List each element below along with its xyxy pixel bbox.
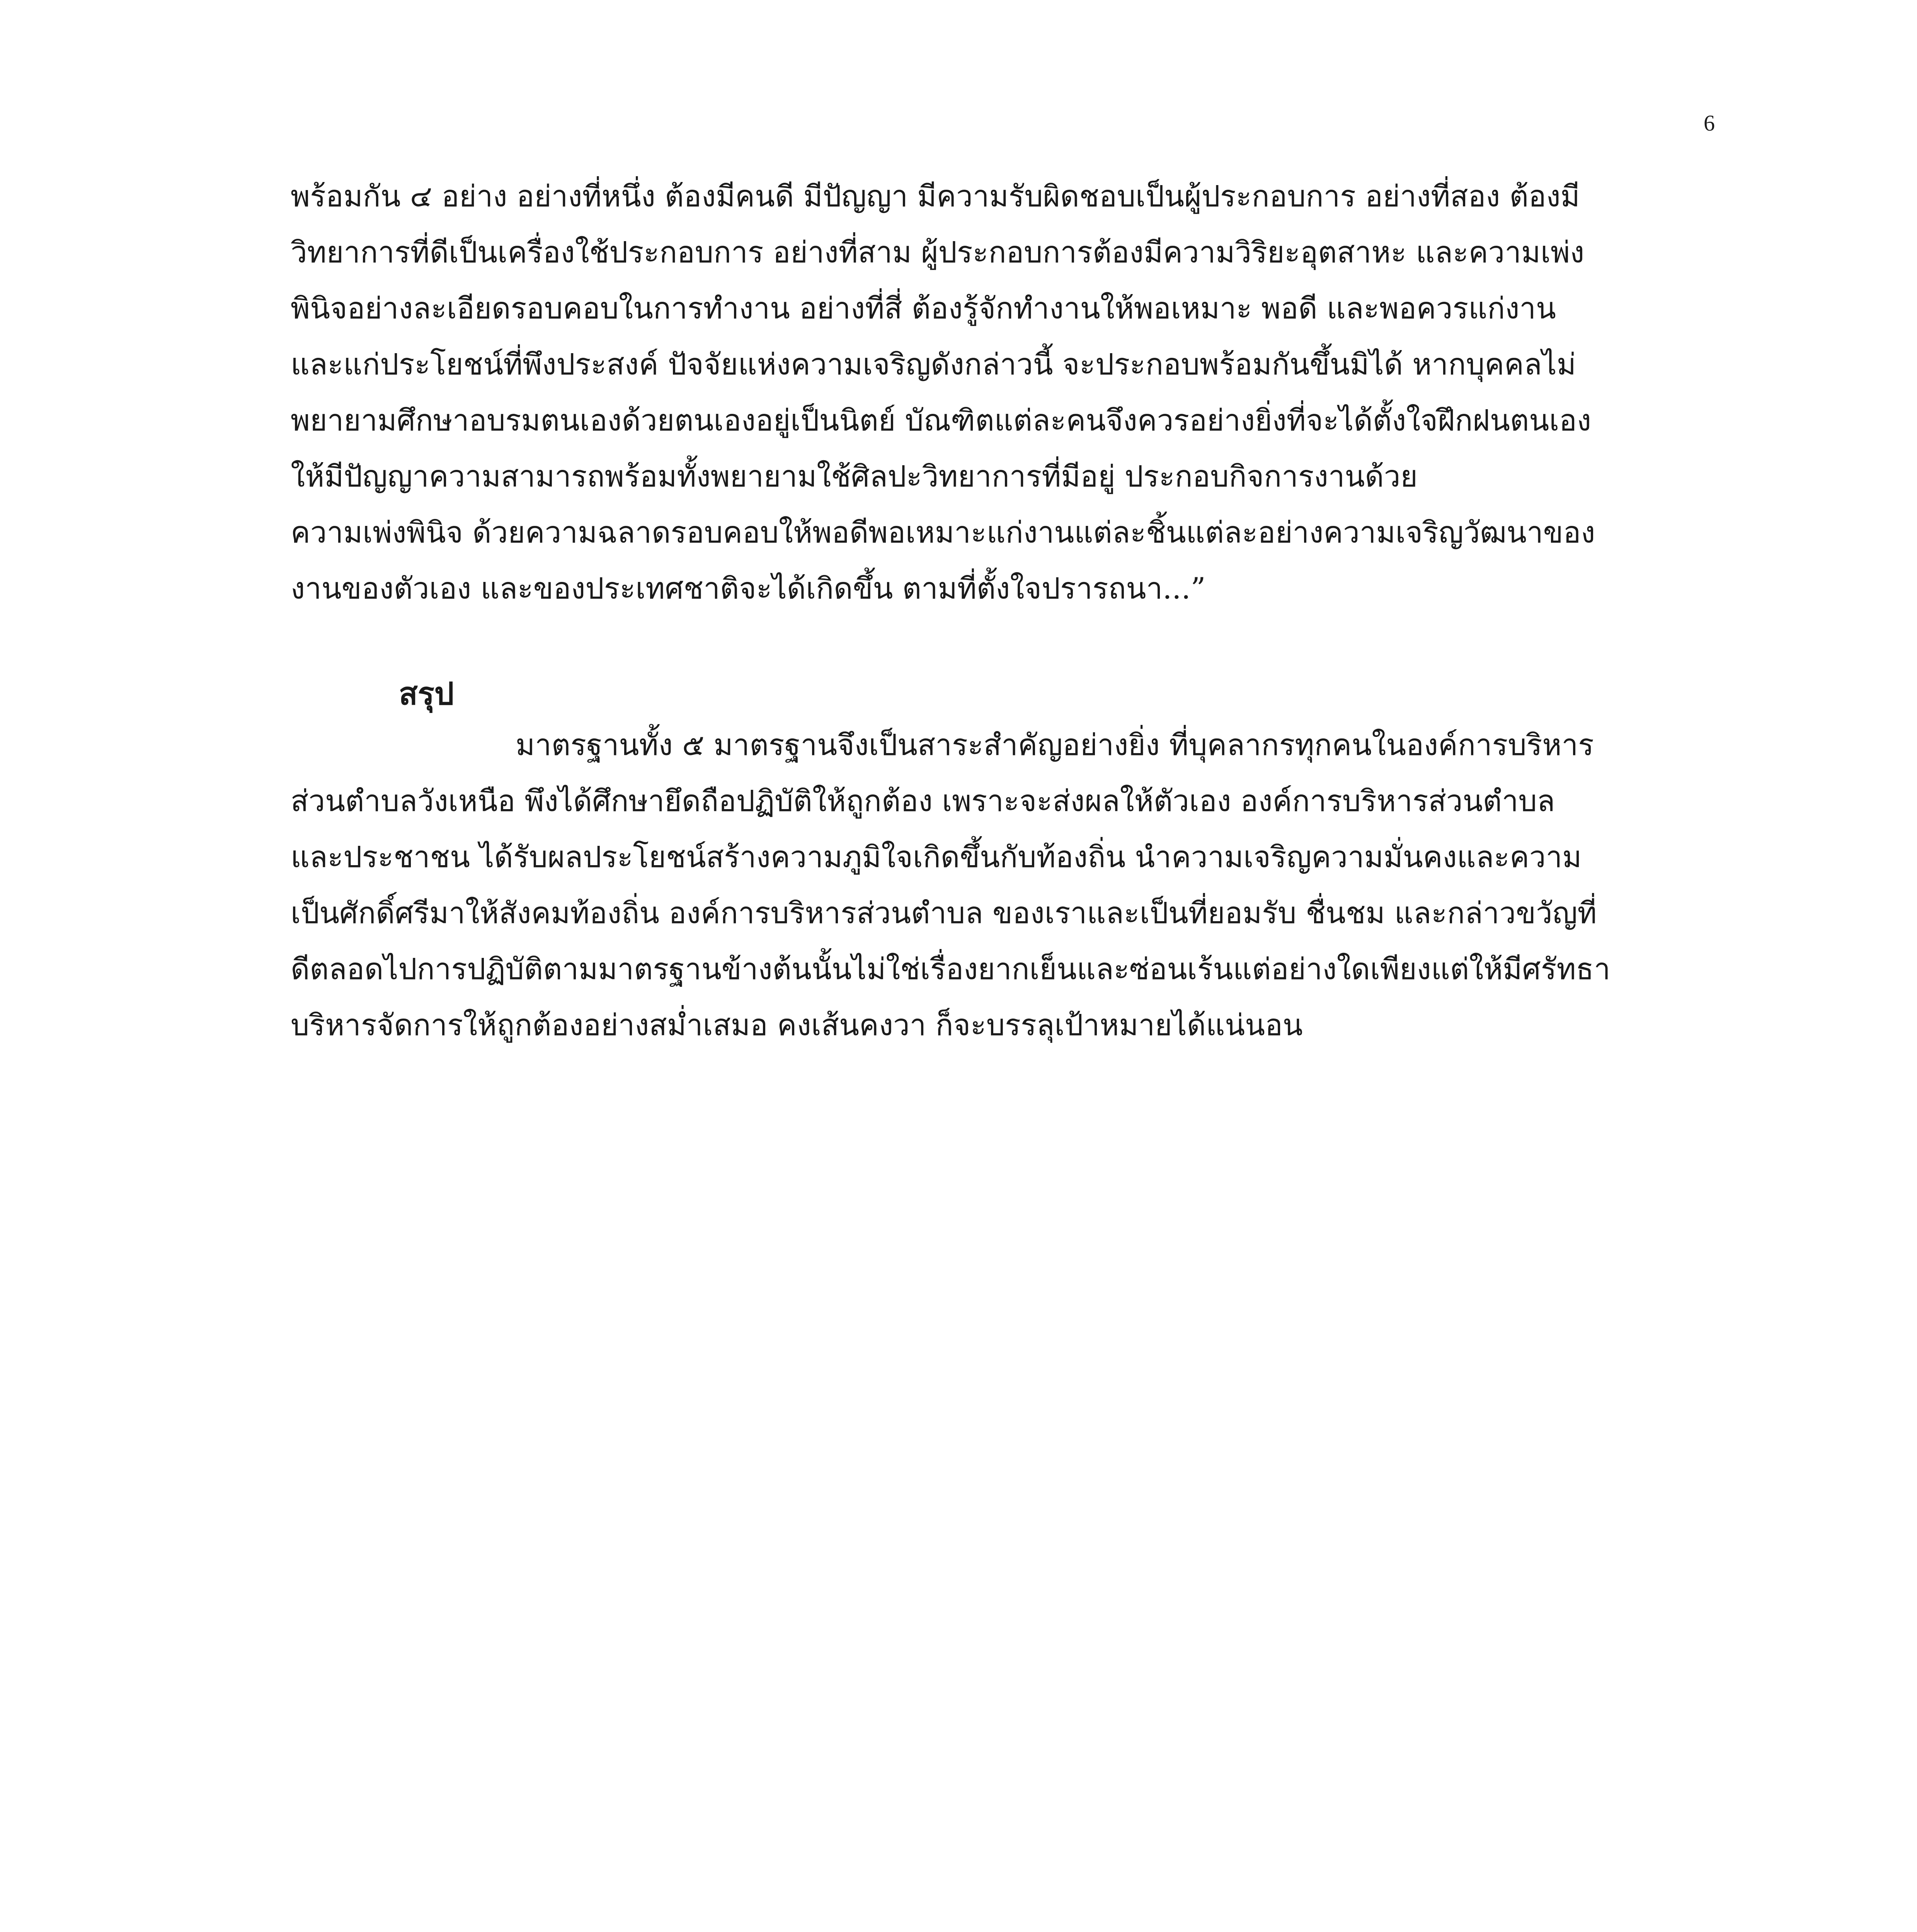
text-line: ดีตลอดไปการปฏิบัติตามมาตรฐานข้างต้นนั้นไม่ใช่เรื่องยากเย็นและซ่อนเร้นแต่อย่างใดเพียงแต่ให้มีศรัทธา (291, 952, 1611, 986)
text-line: งานของตัวเอง และของประเทศชาติจะได้เกิดขึ้น ตามที่ตั้งใจปรารถนา...” (291, 571, 1206, 605)
text-line: เป็นศักดิ์ศรีมาให้สังคมท้องถิ่น องค์การบริหารส่วนตำบล ของเราและเป็นที่ยอมรับ ชื่นชม และกล่าวขวัญที่ (291, 896, 1597, 930)
text-line: พร้อมกัน ๔ อย่าง อย่างที่หนึ่ง ต้องมีคนดี มีปัญญา มีความรับผิดชอบเป็นผู้ประกอบการ อย่างที่สอง ต้องมี (291, 179, 1580, 213)
text-line: ให้มีปัญญาความสามารถพร้อมทั้งพยายามใช้ศิลปะวิทยาการที่มีอยู่ ประกอบกิจการงานด้วย (291, 459, 1418, 493)
text-line: พินิจอย่างละเอียดรอบคอบในการทำงาน อย่างที่สี่ ต้องรู้จักทำงานให้พอเหมาะ พอดี และพอควรแก่งาน (291, 291, 1556, 325)
text-line: มาตรฐานทั้ง ๕ มาตรฐานจึงเป็นสาระสำคัญอย่างยิ่ง ที่บุคลากรทุกคนในองค์การบริหาร (516, 728, 1594, 762)
text-line: และแก่ประโยชน์ที่พึงประสงค์ ปัจจัยแห่งความเจริญดังกล่าวนี้ จะประกอบพร้อมกันขึ้นมิได้ หากบุคคลไม่ (291, 347, 1576, 381)
text-line: ความเพ่งพินิจ ด้วยความฉลาดรอบคอบให้พอดีพอเหมาะแก่งานแต่ละชิ้นแต่ละอย่างความเจริญวัฒนาของ (291, 515, 1595, 549)
text-line: และประชาชน ได้รับผลประโยชน์สร้างความภูมิใจเกิดขึ้นกับท้องถิ่น นำความเจริญความมั่นคงและความ (291, 840, 1582, 874)
summary-heading: สรุป (399, 675, 454, 712)
text-line: ส่วนตำบลวังเหนือ พึงได้ศึกษายึดถือปฏิบัติให้ถูกต้อง เพราะจะส่งผลให้ตัวเอง องค์การบริหารส่วนตำบล (291, 784, 1555, 818)
text-line: วิทยาการที่ดีเป็นเครื่องใช้ประกอบการ อย่างที่สาม ผู้ประกอบการต้องมีความวิริยะอุตสาหะ และความเพ่ง (291, 235, 1585, 269)
text-line: พยายามศึกษาอบรมตนเองด้วยตนเองอยู่เป็นนิตย์ บัณฑิตแต่ละคนจึงควรอย่างยิ่งที่จะได้ตั้งใจฝึกฝนตนเอง (291, 403, 1591, 437)
page-number: 6 (1704, 111, 1715, 136)
text-line: บริหารจัดการให้ถูกต้องอย่างสม่ำเสมอ คงเส้นคงวา ก็จะบรรลุเป้าหมายได้แน่นอน (291, 1008, 1303, 1042)
